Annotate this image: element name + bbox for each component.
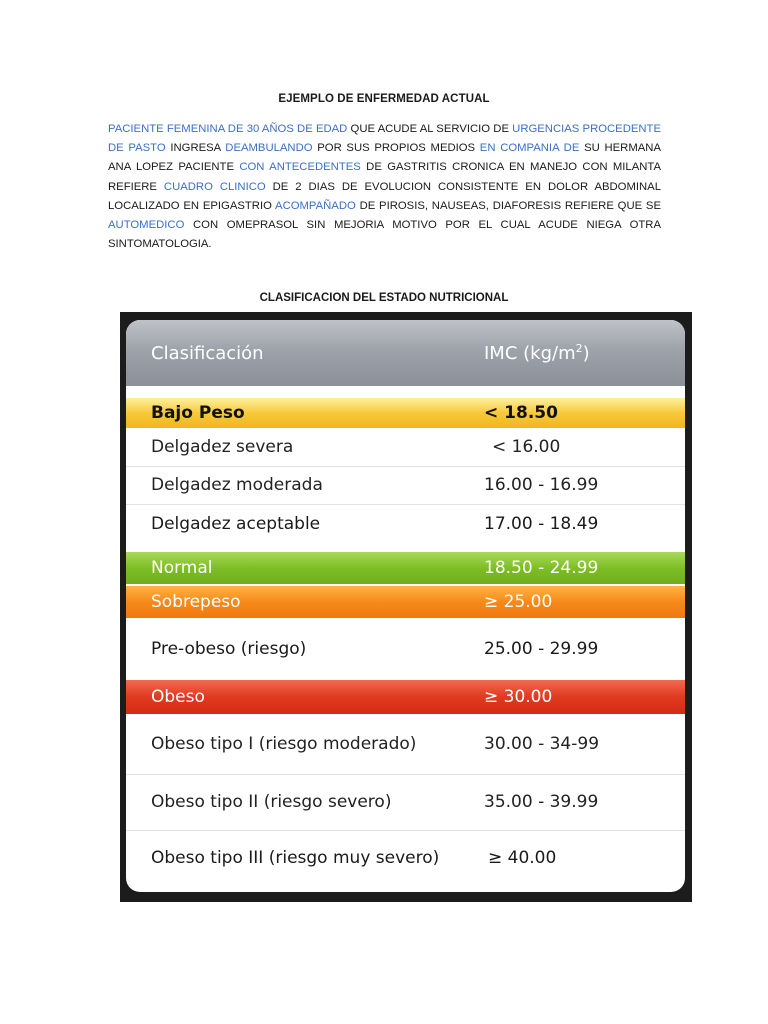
paragraph-text: DE 2 DIAS DE EVOLUCION CONSISTENTE EN DOLOR ABDOMINAL LOCALIZADO EN EPIGASTRIO (108, 180, 661, 212)
row-label: Sobrepeso (151, 592, 241, 612)
paragraph-text: SU HERMANA ANA LOPEZ PACIENTE (108, 142, 661, 174)
table-row-obeso (126, 680, 685, 714)
row-value: < 16.00 (492, 437, 561, 457)
table-row-normal (126, 552, 685, 584)
table-row-delgadez-severa (126, 428, 685, 467)
row-label: Normal (151, 558, 213, 578)
row-label: Pre-obeso (riesgo) (151, 639, 307, 659)
highlighted-phrase: DEAMBULANDO (225, 142, 313, 155)
row-label: Obeso (151, 687, 205, 707)
case-paragraph (108, 120, 661, 254)
row-value: 30.00 - 34-99 (484, 734, 600, 754)
row-value: 35.00 - 39.99 (484, 792, 599, 812)
table-row-obeso-tipo-ii (126, 774, 685, 831)
row-value: < 18.50 (484, 403, 558, 423)
paragraph-text: INGRESA (165, 142, 226, 155)
row-value: ≥ 40.00 (488, 848, 557, 868)
highlighted-phrase: ACOMPAÑADO (275, 199, 356, 212)
table-frame (120, 312, 692, 902)
table-row-sobrepeso (126, 586, 685, 618)
row-value: ≥ 30.00 (484, 687, 553, 707)
paragraph-text: DE GASTRITIS CRONICA EN MANEJO CON MILANTA REFIERE (108, 161, 661, 193)
row-label: Bajo Peso (151, 403, 245, 423)
header-classification: Clasificación (151, 342, 264, 364)
paragraph-text: POR SUS PROPIOS MEDIOS (312, 142, 480, 155)
row-value: 17.00 - 18.49 (484, 514, 599, 534)
table-header (126, 320, 685, 386)
highlighted-phrase: CON ANTECEDENTES (239, 161, 361, 174)
row-label: Delgadez severa (151, 437, 294, 457)
table-row-obeso-tipo-iii (126, 830, 685, 886)
table-title: CLASIFICACION DEL ESTADO NUTRICIONAL (259, 292, 509, 304)
table-row-obeso-tipo-i (126, 714, 685, 775)
paragraph-text: CON OMEPRASOL SIN MEJORIA MOTIVO POR EL CUAL ACUDE NIEGA OTRA SINTOMATOLOGIA. (108, 219, 661, 251)
paragraph-text: QUE ACUDE AL SERVICIO DE (347, 123, 513, 135)
row-label: Obeso tipo I (riesgo moderado) (151, 734, 417, 754)
row-label: Delgadez moderada (151, 475, 323, 495)
table-row-delgadez-moderada (126, 466, 685, 505)
table-row-delgadez-aceptable (126, 504, 685, 544)
paragraph-text: DE PIROSIS, NAUSEAS, DIAFORESIS REFIERE QUE SE (355, 199, 661, 212)
highlighted-phrase: PACIENTE FEMENINA DE 30 AÑOS DE EDAD (108, 123, 348, 135)
highlighted-phrase: CUADRO CLINICO (163, 180, 266, 193)
document-title: EJEMPLO DE ENFERMEDAD ACTUAL (278, 93, 490, 105)
table-row-bajo-peso (126, 398, 685, 428)
row-value: ≥ 25.00 (484, 592, 553, 612)
header-imc: IMC $(kg/m^2)$ (484, 342, 590, 364)
row-label: Obeso tipo II (riesgo severo) (151, 792, 392, 812)
row-label: Delgadez aceptable (151, 514, 321, 534)
highlighted-phrase: URGENCIAS PROCEDENTE DE PASTO (108, 123, 661, 155)
row-value: 16.00 - 16.99 (484, 475, 599, 495)
bmi-classification-table (126, 320, 685, 892)
highlighted-phrase: AUTOMEDICO (108, 219, 185, 232)
row-value: 18.50 - 24.99 (484, 558, 599, 578)
row-value: 25.00 - 29.99 (484, 639, 599, 659)
row-label: Obeso tipo III (riesgo muy severo) (151, 848, 440, 868)
highlighted-phrase: EN COMPANIA DE (479, 142, 580, 155)
table-row-pre-obeso (126, 618, 685, 680)
